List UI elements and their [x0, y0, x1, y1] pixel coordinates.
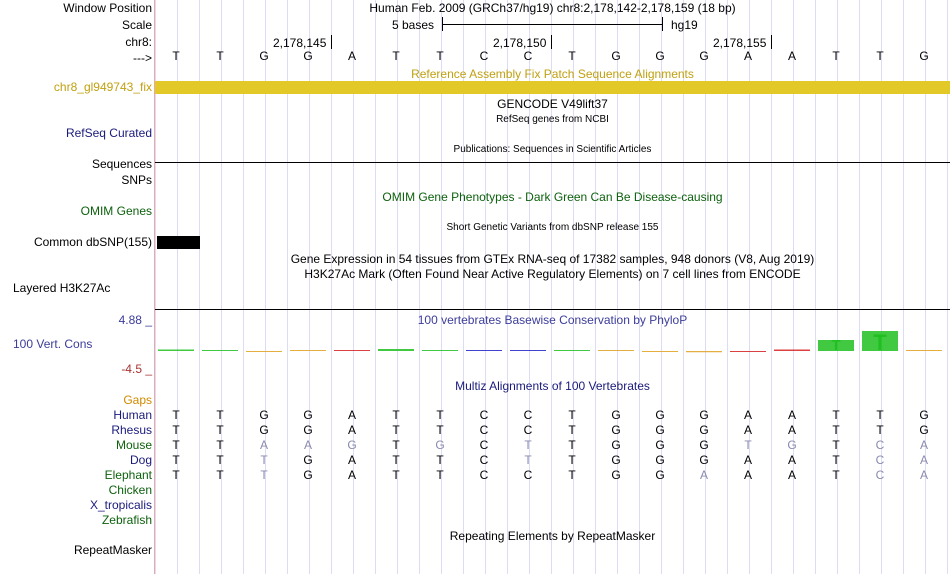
alignment-base: G — [347, 438, 357, 452]
alignment-base: G — [303, 408, 313, 422]
phylop-score-mark — [246, 351, 282, 352]
alignment-base: G — [259, 423, 269, 437]
reference-base: T — [436, 49, 444, 63]
alignment-base: T — [260, 453, 268, 467]
dbsnp-track-label[interactable]: Common dbSNP(155) — [33, 235, 152, 249]
dbsnp-track-title: Short Genetic Variants from dbSNP release 155 — [446, 222, 659, 233]
alignment-base: G — [787, 438, 797, 452]
dbsnp-variant-feature[interactable] — [157, 236, 200, 249]
alignment-base: A — [347, 453, 356, 467]
fix-patch-track-title: Reference Assembly Fix Patch Sequence Alignments — [411, 67, 694, 81]
reference-base: G — [919, 49, 929, 63]
phylop-score-mark — [510, 350, 546, 351]
phylop-score-mark — [730, 351, 766, 352]
alignment-base: A — [347, 423, 356, 437]
alignment-base: A — [259, 438, 268, 452]
alignment-base: A — [699, 468, 708, 482]
phylop-score-mark — [774, 350, 810, 352]
window-position-label: Window Position — [63, 1, 152, 15]
alignment-base: T — [744, 438, 752, 452]
alignment-base: A — [787, 423, 796, 437]
alignment-base: C — [479, 468, 489, 482]
reference-base: A — [787, 49, 796, 63]
alignment-base: G — [699, 453, 709, 467]
alignment-base: T — [832, 438, 840, 452]
phylop-max-label: 4.88 _ — [118, 313, 152, 327]
alignment-base: G — [259, 408, 269, 422]
alignment-base: T — [216, 468, 224, 482]
phylop-logo-letter: T — [831, 338, 841, 354]
alignment-base: T — [172, 438, 180, 452]
reference-base: C — [479, 49, 489, 63]
alignment-base: A — [919, 438, 928, 452]
species-label[interactable]: X_tropicalis — [89, 498, 152, 512]
alignment-base: T — [524, 453, 532, 467]
species-label[interactable]: Zebrafish — [101, 513, 152, 527]
alignment-base: C — [523, 468, 533, 482]
alignment-base: G — [611, 408, 621, 422]
alignment-base: A — [787, 468, 796, 482]
species-label[interactable]: Elephant — [104, 468, 152, 482]
alignment-base: T — [216, 408, 224, 422]
phylop-score-mark — [378, 349, 414, 351]
alignment-base: G — [303, 423, 313, 437]
strand-arrow-label: ---> — [133, 51, 152, 65]
species-label[interactable]: Rhesus — [111, 423, 152, 437]
reference-base: G — [699, 49, 709, 63]
alignment-base: G — [611, 453, 621, 467]
alignment-base: T — [832, 408, 840, 422]
fix-patch-track-label[interactable]: chr8_gl949743_fix — [53, 80, 152, 94]
alignment-base: T — [568, 408, 576, 422]
alignment-base: G — [919, 408, 929, 422]
phylop-score-mark — [554, 350, 590, 351]
alignment-base: T — [568, 468, 576, 482]
scale-text: 5 bases — [392, 18, 435, 32]
phylop-score-mark — [334, 350, 370, 351]
scale-label: Scale — [121, 18, 152, 32]
alignment-base: G — [655, 453, 665, 467]
reference-base: T — [172, 49, 180, 63]
alignment-base: A — [787, 408, 796, 422]
reference-base: T — [392, 49, 400, 63]
phylop-score-mark — [158, 350, 194, 352]
alignment-base: G — [699, 408, 709, 422]
alignment-base: T — [392, 408, 400, 422]
alignment-base: T — [216, 423, 224, 437]
h3k27ac-track-title: H3K27Ac Mark (Often Found Near Active Regulatory Elements) on 7 cell lines from ENCODE — [304, 267, 801, 281]
alignment-base: T — [172, 453, 180, 467]
species-label[interactable]: Dog — [129, 453, 152, 467]
multiz-track-title: Multiz Alignments of 100 Vertebrates — [455, 379, 650, 393]
alignment-base: C — [479, 423, 489, 437]
reference-base: T — [832, 49, 840, 63]
refseq-track-label[interactable]: RefSeq Curated — [65, 126, 152, 140]
coord-label-3: 2,178,155 — [713, 36, 767, 50]
alignment-base: T — [876, 408, 884, 422]
phylop-score-mark — [686, 351, 722, 352]
alignment-base: G — [655, 438, 665, 452]
alignment-base: G — [919, 423, 929, 437]
alignment-base: G — [435, 438, 445, 452]
alignment-base: T — [436, 423, 444, 437]
alignment-base: G — [611, 468, 621, 482]
alignment-base: T — [436, 408, 444, 422]
gaps-label: Gaps — [123, 393, 152, 407]
alignment-base: C — [875, 453, 885, 467]
coord-tick-3 — [771, 35, 772, 49]
alignment-base: T — [172, 408, 180, 422]
omim-track-title: OMIM Gene Phenotypes - Dark Green Can Be Disease-causing — [382, 190, 723, 204]
h3k27ac-track-label[interactable]: Layered H3K27Ac — [13, 281, 111, 295]
coord-label-1: 2,178,145 — [273, 36, 327, 50]
coord-label-2: 2,178,150 — [493, 36, 547, 50]
h3k27ac-track-line — [155, 309, 950, 310]
phylop-score-mark — [642, 351, 678, 352]
scale-assembly: hg19 — [671, 18, 698, 32]
alignment-base: G — [699, 423, 709, 437]
alignment-base: T — [392, 438, 400, 452]
chrom-label: chr8: — [125, 35, 152, 49]
repeatmasker-track-title: Repeating Elements by RepeatMasker — [449, 529, 656, 543]
alignment-base: A — [919, 468, 928, 482]
alignment-base: C — [479, 453, 489, 467]
reference-base: T — [568, 49, 576, 63]
sequences-track-label[interactable]: Sequences — [91, 157, 152, 171]
alignment-base: T — [436, 453, 444, 467]
phylop-track-label[interactable]: 100 Vert. Cons — [13, 337, 93, 351]
sequences-track-line — [155, 162, 950, 163]
reference-base: G — [655, 49, 665, 63]
alignment-base: G — [611, 438, 621, 452]
alignment-base: G — [611, 423, 621, 437]
alignment-base: C — [479, 408, 489, 422]
phylop-score-mark — [466, 350, 502, 351]
alignment-base: C — [523, 423, 533, 437]
alignment-base: T — [172, 423, 180, 437]
track-labels-column — [0, 0, 155, 574]
phylop-score-mark — [202, 350, 238, 351]
alignment-base: T — [216, 453, 224, 467]
alignment-base: A — [743, 453, 752, 467]
phylop-conservation-plot — [155, 328, 950, 368]
coord-tick-1 — [331, 35, 332, 49]
alignment-base: T — [392, 423, 400, 437]
reference-base: T — [216, 49, 224, 63]
alignment-base: G — [699, 438, 709, 452]
alignment-base: C — [875, 438, 885, 452]
reference-base: T — [876, 49, 884, 63]
alignment-base: A — [303, 438, 312, 452]
alignment-base: T — [524, 438, 532, 452]
alignment-base: T — [260, 468, 268, 482]
reference-base: G — [259, 49, 269, 63]
reference-base: G — [611, 49, 621, 63]
publications-track-title: Publications: Sequences in Scientific Articles — [453, 144, 652, 155]
alignment-base: A — [743, 408, 752, 422]
alignment-base: T — [436, 468, 444, 482]
alignment-base: T — [568, 438, 576, 452]
refseq-track-title: RefSeq genes from NCBI — [496, 114, 609, 125]
scale-line — [442, 24, 662, 25]
gtex-track-title: Gene Expression in 54 tissues from GTEx RNA-seq of 17382 samples, 948 donors (V8, Aug 2019) — [290, 252, 815, 266]
reference-base: G — [303, 49, 313, 63]
alignment-base: C — [479, 438, 489, 452]
alignment-base: A — [347, 408, 356, 422]
alignment-base: G — [655, 468, 665, 482]
window-position-text: Human Feb. 2009 (GRCh37/hg19) chr8:2,178,142-2,178,159 (18 bp) — [369, 1, 736, 15]
reference-base: A — [743, 49, 752, 63]
fix-patch-alignment-bar[interactable] — [155, 81, 950, 94]
phylop-score-mark — [598, 350, 634, 351]
alignment-base: C — [875, 468, 885, 482]
snps-track-label[interactable]: SNPs — [121, 173, 152, 187]
alignment-base: T — [876, 423, 884, 437]
phylop-score-mark — [422, 350, 458, 351]
alignment-base: T — [832, 453, 840, 467]
scale-right-tick — [662, 17, 663, 31]
omim-track-label[interactable]: OMIM Genes — [80, 204, 152, 218]
phylop-track-title: 100 vertebrates Basewise Conservation by PhyloP — [417, 313, 688, 327]
gencode-track-title: GENCODE V49lift37 — [497, 97, 608, 111]
species-label[interactable]: Chicken — [108, 483, 152, 497]
repeatmasker-track-label[interactable]: RepeatMasker — [73, 543, 152, 557]
alignment-base: A — [347, 468, 356, 482]
phylop-score-mark — [290, 350, 326, 351]
alignment-base: A — [919, 453, 928, 467]
phylop-min-label: -4.5 _ — [121, 362, 152, 376]
species-label[interactable]: Mouse — [115, 438, 152, 452]
species-label[interactable]: Human — [113, 408, 152, 422]
alignment-base: A — [743, 468, 752, 482]
alignment-base: G — [303, 468, 313, 482]
alignment-base: T — [216, 438, 224, 452]
alignment-base: T — [832, 468, 840, 482]
alignment-base: T — [392, 468, 400, 482]
alignment-base: T — [568, 423, 576, 437]
alignment-base: C — [523, 408, 533, 422]
track-area[interactable] — [155, 0, 950, 574]
alignment-base: G — [655, 423, 665, 437]
alignment-base: A — [743, 423, 752, 437]
alignment-base: G — [655, 408, 665, 422]
reference-base: C — [523, 49, 533, 63]
coord-tick-2 — [551, 35, 552, 49]
phylop-score-mark — [906, 350, 942, 351]
alignment-base: A — [787, 453, 796, 467]
alignment-base: G — [303, 453, 313, 467]
alignment-base: T — [172, 468, 180, 482]
reference-base: A — [347, 49, 356, 63]
alignment-base: T — [568, 453, 576, 467]
phylop-logo-letter: T — [873, 330, 887, 355]
alignment-base: T — [832, 423, 840, 437]
alignment-base: T — [392, 453, 400, 467]
